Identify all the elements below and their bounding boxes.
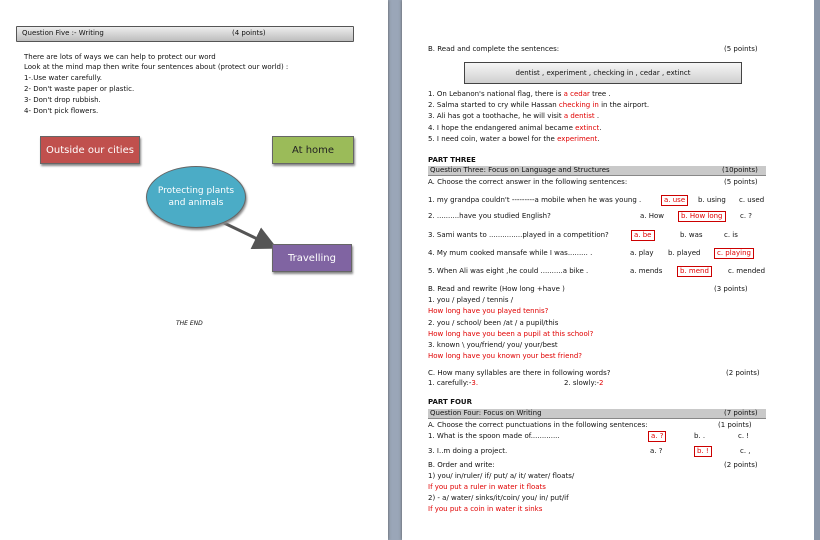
mcq-question: 2. ..........have you studied English? [428,212,551,220]
mcq-answer: b. mend [677,266,712,277]
right-page [402,0,814,540]
part-b-points: (3 points) [714,285,748,293]
part-c-points: (2 points) [726,369,760,377]
mcq-option: c. is [724,231,738,239]
order-answer-1: If you put a ruler in water it floats [428,483,546,491]
part-a-points: (5 points) [724,178,758,186]
mcq-question: 1. my grandpa couldn't ---------a mobile when he was young . [428,196,642,204]
list-item: 1-.Use water carefully. [24,74,103,82]
punct-question-1: 1. What is the spoon made of............. [428,432,560,440]
right-scroll-edge [814,0,820,540]
punct-option: b. . [694,432,706,440]
section-b-title: B. Read and complete the sentences: [428,45,560,53]
section-b-points: (5 points) [724,45,758,53]
mcq-answer: b. How long [678,211,726,222]
rewrite-question: 2. you / school/ been /at / a pupil/this [428,319,559,327]
list-item: 2- Don't waste paper or plastic. [24,85,135,93]
mcq-option: c. ? [740,212,753,220]
order-question-1: 1) you/ in/ruler/ if/ put/ a/ it/ water/ floats/ [428,472,575,480]
rewrite-answer: How long have you been a pupil at this school? [428,330,594,338]
order-question-2: 2) - a/ water/ sinks/it/coin/ you/ in/ put/if [428,494,569,502]
mcq-option: b. using [698,196,726,204]
punct-option: c. ! [738,432,750,440]
mindmap-center: Protecting plants and animals [146,166,246,228]
order-points: (2 points) [724,461,758,469]
left-page [0,0,388,540]
question-four-points: (7 points) [724,409,758,417]
question-five-title: Question Five :- Writing [22,29,104,37]
sentence-3: 3. Ali has got a toothache, he will visit a dentist . [428,112,600,120]
mcq-question: 4. My mum cooked mansafe while I was......... . [428,249,593,257]
part-four-title: PART FOUR [428,398,472,406]
mindmap-travelling: Travelling [272,244,352,272]
punct-question-3: 3. I..m doing a project. [428,447,508,455]
mcq-option: a. mends [630,267,663,275]
mcq-option: a. How [640,212,665,220]
punct-title: A. Choose the correct punctuations in the following sentences: [428,421,648,429]
list-item: 4- Don't pick flowers. [24,107,99,115]
question-five-points: (4 points) [232,29,266,37]
sentence-1: 1. On Lebanon's national flag, there is a cedar tree . [428,90,611,98]
mcq-option: b. was [680,231,703,239]
list-item: 3- Don't drop rubbish. [24,96,101,104]
intro-line-2: Look at the mind map then write four sentences about (protect our world) : [24,63,289,71]
syllable-2: 2. slowly:-2 [564,379,604,387]
mindmap-outside-our-cities: Outside our cities [40,136,140,164]
mcq-answer: a. be [631,230,655,241]
part-three-title: PART THREE [428,156,476,164]
punct-option: a. ? [650,447,663,455]
mcq-question: 3. Sami wants to ...............played in a competition? [428,231,609,239]
word-bank: dentist , experiment , checking in , cedar , extinct [464,62,742,84]
punct-option: c. , [740,447,751,455]
intro-line-1: There are lots of ways we can help to protect our word [24,53,216,61]
syllable-1: 1. carefully:-3. [428,379,479,387]
question-three-points: (10points) [722,166,758,174]
part-b-title: B. Read and rewrite (How long +have ) [428,285,565,293]
sentence-4: 4. I hope the endangered animal became extinct. [428,124,602,132]
sentence-2: 2. Salma started to cry while Hassan checking in in the airport. [428,101,650,109]
mindmap-at-home: At home [272,136,354,164]
mcq-question: 5. When Ali was eight ,he could ..........a bike . [428,267,589,275]
the-end-label: THE END [176,320,203,327]
punct-answer: b. ! [694,446,712,457]
punct-answer: a. ? [648,431,666,442]
rewrite-question: 1. you / played / tennis / [428,296,514,304]
mcq-option: c. used [739,196,765,204]
order-answer-2: If you put a coin in water it sinks [428,505,543,513]
part-a-title: A. Choose the correct answer in the following sentences: [428,178,628,186]
question-four-title: Question Four: Focus on Writing [430,409,542,417]
rewrite-question: 3. known \ you/friend/ you/ your/best [428,341,558,349]
mcq-answer: c. playing [714,248,754,259]
part-c-title: C. How many syllables are there in following words? [428,369,611,377]
mcq-option: b. played [668,249,701,257]
order-title: B. Order and write: [428,461,495,469]
mcq-option: a. play [630,249,654,257]
rewrite-answer: How long have you known your best friend? [428,352,582,360]
punct-points: (1 points) [718,421,752,429]
sentence-5: 5. I need coin, water a bowel for the experiment. [428,135,600,143]
mcq-answer: a. use [661,195,688,206]
mcq-option: c. mended [728,267,766,275]
question-three-title: Question Three: Focus on Language and Structures [430,166,610,174]
rewrite-answer: How long have you played tennis? [428,307,549,315]
